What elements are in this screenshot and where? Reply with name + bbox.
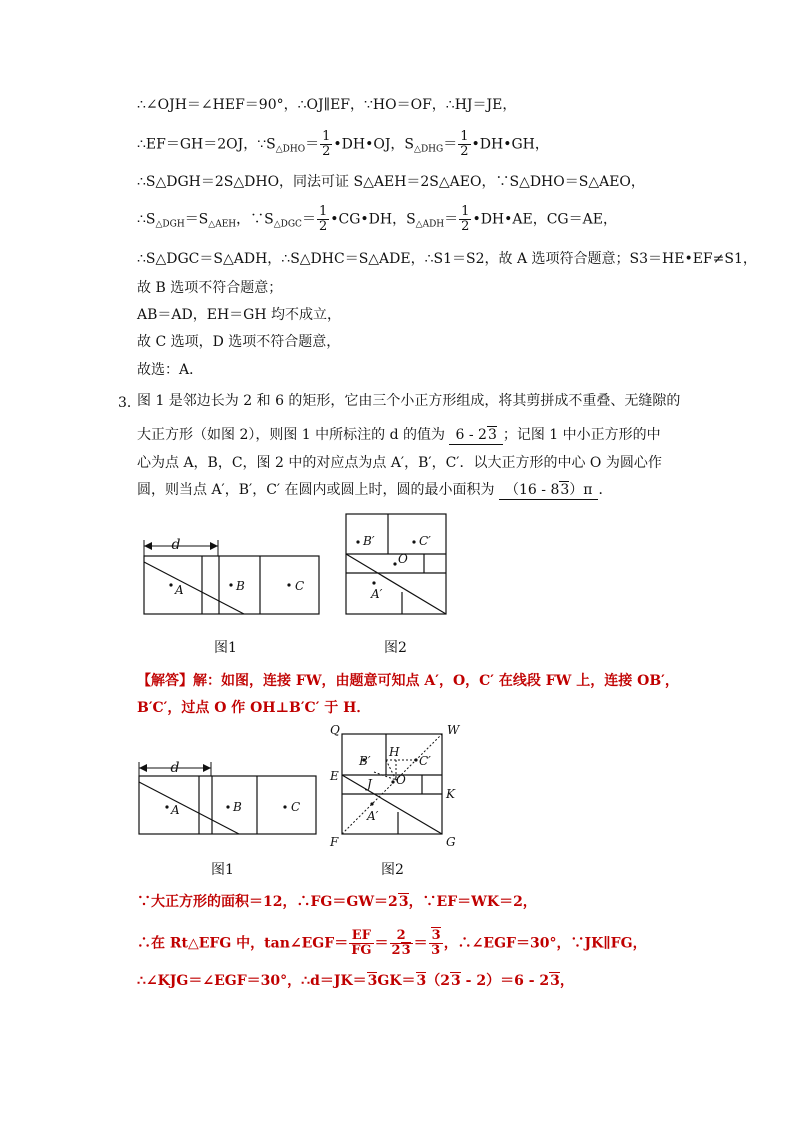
label-g: G xyxy=(446,835,456,849)
segment-o-b xyxy=(386,760,396,780)
denominator-text: 2 xyxy=(391,943,401,958)
label-b-prime: B′ xyxy=(363,534,375,548)
step-text: ∴∠KJG＝∠EGF＝30°，∴d＝JK＝ xyxy=(137,973,367,989)
denominator: 2 xyxy=(460,144,469,159)
question-text: 图 1 是邻边长为 2 和 6 的矩形，它由三个小正方形组成，将其剪拼成不重叠、无缝隙的 xyxy=(137,393,681,409)
figure-1-bottom xyxy=(133,752,323,840)
label-d: d xyxy=(171,537,181,553)
numerator xyxy=(429,929,443,944)
label-a-prime: A′ xyxy=(371,587,383,601)
numerator: EF xyxy=(349,929,373,944)
point-b-prime xyxy=(356,540,359,543)
numerator: 1 xyxy=(318,204,328,219)
figure-1-top xyxy=(138,532,324,618)
sqrt-radicand: 3 xyxy=(451,973,461,989)
fraction-half xyxy=(317,205,329,234)
solution-text: ，∵S xyxy=(236,211,274,228)
solution-text: ∴∠OJH＝∠HEF＝90°，∴OJ∥EF，∵HO＝OF，∴HJ＝JE， xyxy=(137,97,517,113)
cut-line xyxy=(139,782,239,834)
question-text: 圆，则当点 A′，B′，C′ 在圆内或圆上时，圆的最小面积为 xyxy=(137,482,495,498)
subscript: △AEH xyxy=(208,219,237,230)
answer-text: B′C′，过点 O 作 OH⊥B′C′ 于 H． xyxy=(137,700,371,716)
question-line-1 xyxy=(137,392,680,410)
step-text: ， xyxy=(559,973,574,989)
label-e: E xyxy=(330,769,339,783)
question-line-4 xyxy=(137,481,612,500)
solution-text: ＝ xyxy=(443,136,458,153)
solution-text: 故 C 选项，D 选项不符合题意， xyxy=(137,334,341,350)
sqrt-radicand: 3 xyxy=(401,943,411,958)
label-a-prime: A′ xyxy=(367,809,379,823)
answer-line-1 xyxy=(137,672,679,690)
step-line-2 xyxy=(137,929,647,958)
cut-line xyxy=(144,562,244,614)
solution-line-1 xyxy=(137,96,516,114)
label-o: O xyxy=(398,552,408,566)
figure-2-bottom xyxy=(326,720,466,850)
question-text: ． xyxy=(598,482,613,498)
point-a xyxy=(169,583,172,586)
label-c: C xyxy=(291,800,301,814)
solution-text: ＝ xyxy=(301,211,316,228)
numerator: 1 xyxy=(461,204,470,219)
label-c: C xyxy=(295,579,305,593)
solution-text: ∴S△DGC＝S△ADH，∴S△DHC＝S△ADE，∴S1＝S2，故 A 选项符合题意；S3＝HE•EF≠S1， xyxy=(137,251,757,267)
point-c-prime xyxy=(414,758,417,761)
solution-text: •CG•DH，S xyxy=(330,211,416,228)
figure-1-caption: 图1 xyxy=(214,640,237,656)
point-b xyxy=(229,583,232,586)
arrow-left-icon xyxy=(144,542,152,550)
solution-text: •DH•AE，CG＝AE， xyxy=(472,211,617,228)
step-text: （2 xyxy=(426,973,451,989)
point-c xyxy=(283,805,286,808)
figure-2-top xyxy=(340,508,452,620)
sqrt-radicand: 3 xyxy=(367,973,378,989)
arrow-right-icon xyxy=(210,542,218,550)
step-text: GK＝ xyxy=(377,973,416,989)
fraction-root3-over-3 xyxy=(429,929,443,958)
sqrt-radicand: 3 xyxy=(487,427,497,443)
fraction-half xyxy=(459,205,471,234)
question-number: 3． xyxy=(118,395,141,411)
step-text: ∴在 Rt△EFG 中，tan∠EGF＝ xyxy=(137,935,349,952)
point-o xyxy=(393,562,396,565)
step-text: ，∴∠EGF＝30°，∵JK∥FG， xyxy=(443,935,647,952)
answer-text: 6 - 2 xyxy=(455,427,487,443)
question-text: 大正方形（如图 2），则图 1 中所标注的 d 的值为 xyxy=(137,427,446,443)
sqrt-radicand: 3 xyxy=(560,482,570,498)
sqrt-radicand: 3 xyxy=(431,928,441,943)
point-a xyxy=(165,805,168,808)
solution-text: ∴EF＝GH＝2OJ，∵S xyxy=(137,136,276,153)
label-k: K xyxy=(446,787,455,801)
numerator: 2 xyxy=(390,929,413,944)
step-line-3 xyxy=(137,972,574,990)
solution-text: AB＝AD，EH＝GH 均不成立， xyxy=(137,307,342,323)
question-line-2 xyxy=(137,426,661,445)
label-d: d xyxy=(170,760,180,776)
numerator: 1 xyxy=(322,129,331,144)
fraction-2-over-2root3 xyxy=(390,929,413,958)
label-c-prime: C′ xyxy=(419,754,431,768)
question-text: ；记图 1 中小正方形的中 xyxy=(502,427,661,443)
solution-line-4 xyxy=(137,205,617,234)
point-o xyxy=(391,780,394,783)
numerator: 1 xyxy=(460,129,469,144)
label-b: B xyxy=(233,800,242,814)
answer-text: 【解答】解：如图，连接 FW，由题意可知点 A′，O，C′ 在线段 FW 上，连接 OB′， xyxy=(137,673,679,689)
denominator xyxy=(390,944,413,958)
label-w: W xyxy=(447,723,460,737)
sqrt-radicand: 3 xyxy=(398,894,409,910)
solution-text: ∴S xyxy=(137,211,156,228)
step-text: - 2）＝6 - 2 xyxy=(460,973,550,989)
subscript: △DHO xyxy=(275,144,306,155)
answer-line-2 xyxy=(137,699,370,717)
label-q: Q xyxy=(330,723,340,737)
solution-line-9 xyxy=(137,361,203,379)
denominator: FG xyxy=(351,943,372,958)
point-c xyxy=(287,583,290,586)
solution-text: ＝ xyxy=(305,136,320,153)
subscript: △DGC xyxy=(273,219,302,230)
label-b: B xyxy=(236,579,245,593)
point-a-prime xyxy=(372,581,375,584)
label-f: F xyxy=(330,835,339,849)
point-b xyxy=(226,805,229,808)
subscript: △DGH xyxy=(155,219,185,230)
fraction-half xyxy=(458,130,470,159)
solution-line-5 xyxy=(137,250,757,268)
denominator: 3 xyxy=(431,943,441,958)
step-text: ∵大正方形的面积＝12，∴FG＝GW＝2 xyxy=(137,894,398,910)
solution-text: 故 B 选项不符合题意； xyxy=(137,280,283,296)
arrow-right-icon xyxy=(203,764,211,772)
solution-text: ∴S△DGH＝2S△DHO，同法可证 S△AEH＝2S△AEO，∵S△DHO＝S△AEO， xyxy=(137,174,645,190)
label-b-prime: B′ xyxy=(359,754,371,768)
answer-text: （16 - 8 xyxy=(505,482,560,498)
solution-text: 故选：A． xyxy=(137,362,204,378)
step-text: ＝ xyxy=(374,935,389,952)
label-c-prime: C′ xyxy=(419,534,431,548)
label-j: J xyxy=(367,777,372,791)
denominator: 2 xyxy=(461,219,470,234)
figure-1-caption: 图1 xyxy=(211,862,234,878)
label-a: A xyxy=(175,583,184,597)
point-c-prime xyxy=(412,540,415,543)
label-o: O xyxy=(396,773,406,787)
solution-text: ＝S xyxy=(184,211,209,228)
solution-line-2 xyxy=(137,130,549,159)
subscript: △ADH xyxy=(415,219,445,230)
denominator: 2 xyxy=(322,144,331,159)
solution-line-3 xyxy=(137,173,645,191)
step-text: ，∵EF＝WK＝2， xyxy=(408,894,537,910)
solution-line-8 xyxy=(137,333,340,351)
sqrt-radicand: 3 xyxy=(416,973,427,989)
answer-text: ）π xyxy=(569,482,593,498)
solution-text: •DH•OJ，S xyxy=(333,136,415,153)
segment-j-o xyxy=(374,772,396,780)
arrow-left-icon xyxy=(139,764,147,772)
solution-text: ＝ xyxy=(444,211,459,228)
label-h: H xyxy=(389,745,400,759)
answer-blank-2 xyxy=(499,481,598,500)
rectangle xyxy=(139,776,316,834)
solution-line-6 xyxy=(137,279,282,297)
question-text: 心为点 A，B，C，图 2 中的对应点为点 A′，B′，C′．以大正方形的中心 O 为圆心作 xyxy=(137,455,662,471)
fraction-half xyxy=(320,130,332,159)
figure-2-caption: 图2 xyxy=(384,640,407,656)
sqrt-radicand: 3 xyxy=(550,973,560,989)
point-a-prime xyxy=(370,802,373,805)
fraction-ef-fg xyxy=(349,929,373,958)
cut-line xyxy=(342,775,442,834)
figure-2-caption: 图2 xyxy=(381,862,404,878)
solution-text: •DH•GH， xyxy=(471,136,549,153)
step-line-1 xyxy=(137,893,537,911)
label-a: A xyxy=(171,803,180,817)
question-line-3 xyxy=(137,454,662,472)
denominator: 2 xyxy=(318,219,328,234)
step-text: ＝ xyxy=(413,935,428,952)
solution-line-7 xyxy=(137,306,341,324)
subscript: △DHG xyxy=(414,144,444,155)
answer-blank-1 xyxy=(449,426,502,445)
